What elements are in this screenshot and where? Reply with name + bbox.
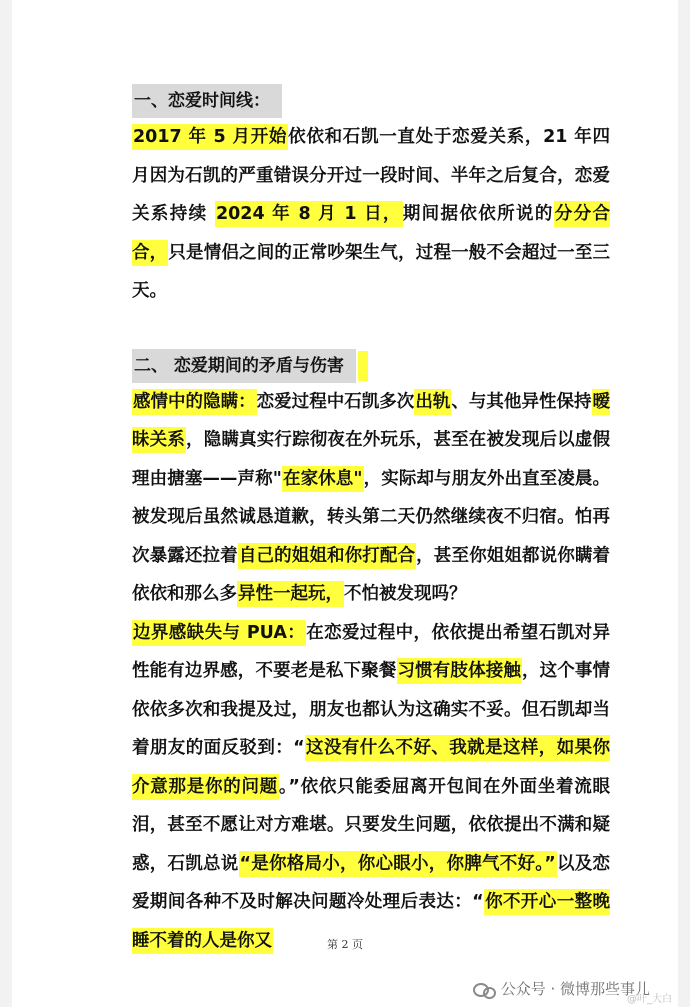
highlighted-text: 在家休息": [282, 466, 364, 492]
section2-heading-row: [132, 349, 610, 383]
watermark: [473, 978, 650, 999]
section1-heading: 一、恋爱时间线：: [132, 84, 282, 118]
section2-paragraph-boundary: [132, 614, 610, 961]
highlighted-text: 出轨: [414, 389, 451, 415]
text-run: 以及恋爱期间各种不及时解决问题冷处理后表达：“: [132, 853, 610, 912]
document-page: [12, 0, 678, 1007]
section2-heading: 二、 恋爱期间的矛盾与伤害: [132, 349, 356, 383]
watermark-text: 公众号 · 微博那些事儿: [500, 980, 650, 998]
highlighted-text: 异性一起玩，: [237, 581, 344, 607]
text-run: 。”依依只能委屈离开包间在外面坐着流眼泪，甚至不愿让对方难堪。只要发生问题，依依提出不满和疑惑，石凯总说: [132, 776, 610, 874]
text-run: 期间据依依所说的: [402, 204, 554, 224]
text-run: 只是情侣之间的正常吵架生气，过程一般不会超过一至三天。: [132, 242, 611, 301]
text-run: 依依和石凯一直处于恋爱关系，21 年四月因为石凯的严重错误分开过一段时间、半年之后复合，恋爱关系持续: [132, 127, 610, 224]
highlighted-text: “是你格局小，你心眼小，你脾气不好。”: [239, 851, 557, 877]
wechat-icon: [473, 981, 495, 997]
highlighted-text: 你不开心一整晚睡不着的人是你又: [132, 889, 610, 954]
highlighted-text: 习惯有肢体接触: [397, 658, 522, 684]
text-run: ，实际却与朋友外出直至凌晨。被发现后虽然诚恳道歉，转头第二天仍然继续夜不归宿。怕再次暴露还拉着: [132, 468, 610, 566]
highlighted-text: 暧昧关系: [132, 389, 610, 454]
text-run: 在恋爱过程中，依依提出希望石凯对异性能有边界感，不要老是私下聚餐: [132, 622, 610, 681]
highlighted-text: 自己的姐姐和你打配合: [238, 543, 416, 569]
page-number: 第 2 页: [327, 938, 363, 951]
section2-paragraph-concealment: [132, 383, 610, 614]
heading-highlight-mark: [358, 351, 368, 381]
document-content: [132, 84, 610, 960]
highlighted-text: 2017 年 5 月开始: [132, 124, 288, 150]
text-run: 、与其他异性保持: [451, 391, 592, 412]
highlighted-text: 这没有什么不好、我就是这样，如果你介意那是你的问题: [132, 735, 610, 800]
highlighted-text: 2024 年 8 月 1 日，: [215, 201, 403, 227]
text-run: ，这个事情依依多次和我提及过，朋友也都认为这确实不妥。但石凯却当着朋友的面反驳到：“: [132, 661, 611, 758]
highlighted-text: 感情中的隐瞒：: [132, 389, 257, 415]
section1-paragraph: [132, 118, 610, 311]
highlighted-text: 边界感缺失与 PUA：: [132, 620, 306, 646]
text-run: ，隐瞒真实行踪彻夜在外玩乐，甚至在被发现后以虚假理由搪塞——声称": [132, 430, 611, 489]
text-run: 不怕被发现吗？: [344, 584, 467, 604]
text-run: ，甚至你姐姐都说你瞒着依依和那么多: [132, 545, 611, 604]
corner-watermark: @叶_大白: [627, 994, 672, 1005]
text-run: 恋爱过程中石凯多次: [256, 391, 415, 412]
highlighted-text: 分分合合，: [132, 201, 610, 266]
